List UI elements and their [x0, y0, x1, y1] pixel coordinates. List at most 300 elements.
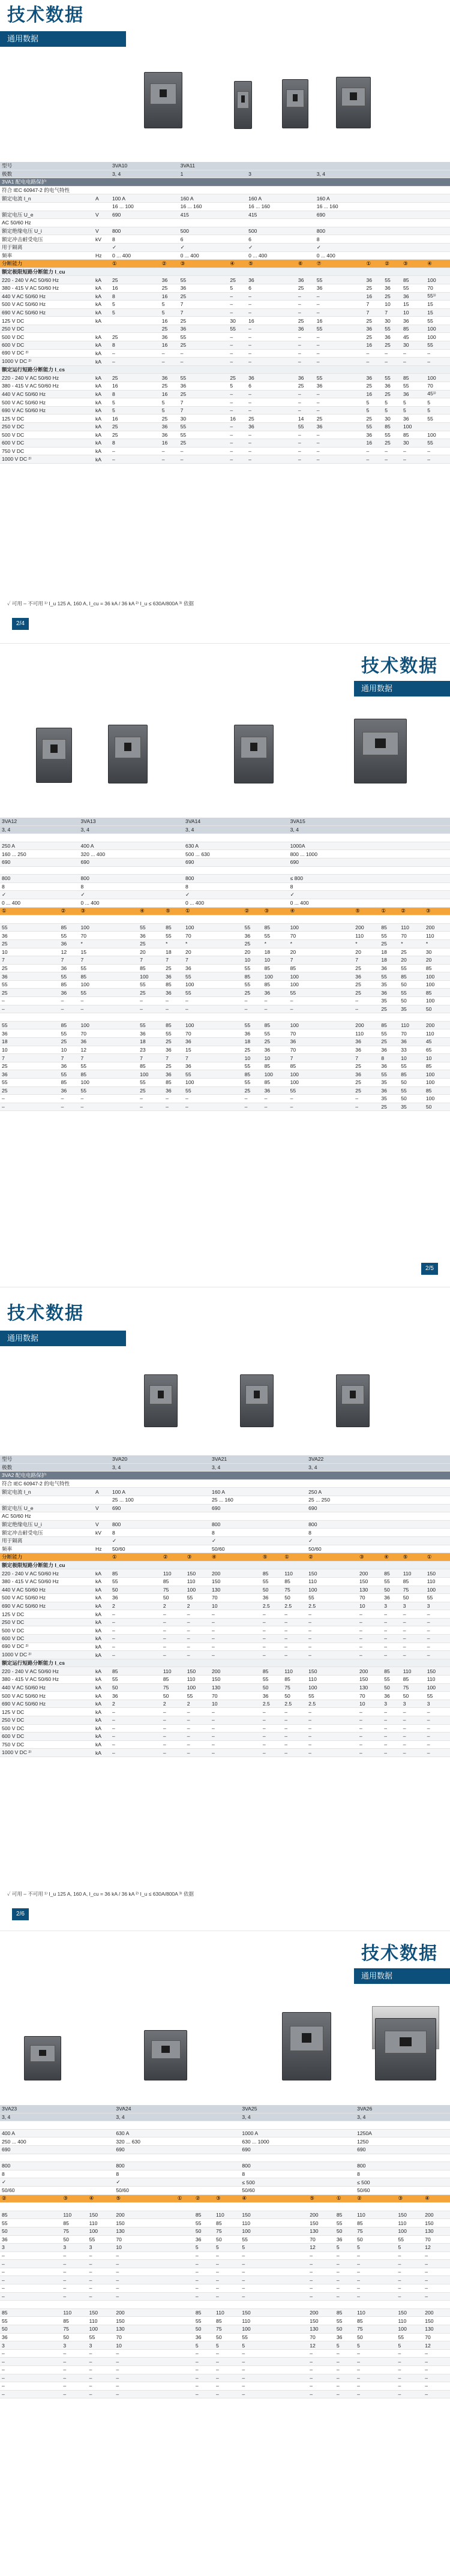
table-cell: – — [355, 2349, 396, 2358]
table-cell: 10 — [243, 956, 263, 965]
table-cell: 16 — [110, 415, 160, 423]
table-cell: 2.5 — [283, 1700, 307, 1708]
table-cell: 85 — [110, 1667, 161, 1676]
table-cell — [399, 818, 424, 825]
table-cell — [138, 858, 164, 866]
table-cell: 55 — [194, 2317, 214, 2325]
table-cell: – — [247, 301, 296, 309]
table-cell: – — [355, 2268, 396, 2276]
table-cell: ③ — [79, 907, 139, 915]
table-cell: – — [88, 2268, 115, 2276]
table-cell: – — [401, 1635, 425, 1643]
table-row — [0, 1724, 450, 1733]
table-row — [0, 1038, 450, 1046]
table-cell: 55 — [243, 964, 263, 972]
table-cell — [263, 891, 289, 899]
table-cell — [138, 915, 164, 924]
table-cell: – — [0, 2284, 61, 2293]
table-cell: 16 — [364, 390, 383, 398]
table-cell: – — [228, 292, 247, 301]
table-row — [0, 2154, 450, 2162]
table-row — [0, 972, 450, 981]
table-cell: 36 — [110, 1692, 161, 1700]
table-cell: – — [243, 1005, 263, 1013]
table-cell: – — [283, 1716, 307, 1725]
table-cell — [247, 186, 296, 194]
table-cell — [176, 2129, 194, 2137]
table-cell: 25 — [110, 431, 160, 439]
table-cell: – — [185, 1740, 210, 1749]
table-cell — [185, 1496, 210, 1504]
table-row — [0, 243, 450, 251]
table-cell: – — [228, 406, 247, 415]
table-cell — [88, 2145, 115, 2154]
table-cell: – — [194, 2390, 214, 2398]
table-cell — [176, 2260, 194, 2268]
table-cell: 55 — [335, 2219, 355, 2227]
table-cell — [161, 1561, 185, 1569]
table-cell: 85 — [335, 2211, 355, 2219]
table-cell: 50 — [214, 2333, 240, 2341]
table-cell: – — [358, 1740, 382, 1749]
table-cell: kA — [94, 1602, 110, 1610]
table-cell: – — [355, 2292, 396, 2301]
table-cell — [94, 219, 110, 227]
table-cell — [79, 834, 139, 842]
table-cell: 16 — [228, 415, 247, 423]
table-cell — [114, 2121, 175, 2130]
table-cell: 36 — [401, 317, 425, 325]
table-cell: 36 — [59, 964, 79, 972]
table-cell — [425, 423, 450, 431]
catalog-page-p4 — [0, 0, 450, 644]
table-cell — [263, 882, 289, 891]
table-cell — [61, 2162, 87, 2170]
table-cell: 3VA14 — [184, 818, 243, 825]
table-cell — [379, 834, 399, 842]
table-cell — [176, 2341, 194, 2350]
table-cell — [283, 1496, 307, 1504]
table-cell: – — [79, 1103, 139, 1111]
table-row — [0, 194, 450, 203]
table-cell — [114, 2203, 175, 2211]
table-cell: – — [114, 2260, 175, 2268]
table-cell — [261, 1455, 283, 1463]
table-cell: 25 — [315, 415, 365, 423]
table-cell — [61, 2105, 87, 2113]
table-cell: 25 — [160, 325, 179, 333]
table-cell: – — [296, 455, 315, 464]
table-cell — [335, 2203, 355, 2211]
table-cell: 25 — [399, 948, 424, 956]
table-cell: kA — [94, 1569, 110, 1578]
table-cell: 36 — [315, 284, 365, 292]
table-cell: – — [308, 2251, 335, 2260]
table-cell: 150 — [308, 2219, 335, 2227]
table-cell — [399, 858, 424, 866]
table-cell — [228, 235, 247, 244]
table-cell — [315, 219, 365, 227]
section-band: 通用数据 — [354, 681, 450, 696]
table-cell: 110 — [283, 1667, 307, 1676]
table-cell: 70 — [425, 382, 450, 391]
table-cell: 36 — [184, 964, 243, 972]
table-cell — [424, 818, 450, 825]
table-cell — [228, 365, 247, 374]
table-cell — [160, 227, 179, 235]
table-cell: 36 — [315, 423, 365, 431]
table-cell — [358, 1488, 382, 1496]
table-row — [0, 1716, 450, 1725]
table-cell: * — [184, 939, 243, 948]
table-cell — [358, 1520, 382, 1529]
table-cell: * — [79, 939, 139, 948]
table-cell: 12 — [423, 2341, 450, 2350]
table-cell — [399, 842, 424, 850]
table-cell: 5 — [214, 2341, 240, 2350]
table-cell: 320 ... 400 — [79, 850, 139, 858]
table-cell: 690 V DC ²⁾ — [0, 349, 94, 358]
table-cell: – — [194, 2268, 214, 2276]
table-cell — [425, 268, 450, 276]
table-cell — [399, 875, 424, 883]
table-cell: 20 — [424, 956, 450, 965]
table-cell: 5 — [401, 406, 425, 415]
table-cell: 25 — [364, 333, 383, 341]
table-cell — [0, 866, 59, 875]
table-cell: ⑥ — [296, 260, 315, 268]
table-cell — [315, 162, 365, 170]
table-cell: 15 — [79, 948, 139, 956]
table-cell: – — [308, 2276, 335, 2284]
table-cell: 6 — [247, 284, 296, 292]
table-cell: 70 — [423, 2235, 450, 2244]
table-cell: 100 — [424, 1095, 450, 1103]
table-cell: 800 — [0, 2162, 61, 2170]
table-cell: 55 — [399, 989, 424, 997]
table-cell: 25 — [247, 415, 296, 423]
table-cell — [184, 915, 243, 924]
table-cell: 50/60 — [210, 1545, 261, 1553]
table-cell: – — [358, 1724, 382, 1733]
table-cell: – — [228, 349, 247, 358]
table-cell — [425, 243, 450, 251]
table-row — [0, 1740, 450, 1749]
table-cell: kA — [94, 333, 110, 341]
table-cell: 400 A — [0, 2129, 61, 2137]
table-cell: – — [161, 1724, 185, 1733]
table-cell — [179, 219, 229, 227]
table-row — [0, 1095, 450, 1103]
table-cell: 85 — [59, 1021, 79, 1029]
table-cell: ④ — [88, 2194, 115, 2203]
table-cell: 75 — [214, 2227, 240, 2235]
table-cell: – — [423, 2390, 450, 2398]
page-number: 2/6 — [12, 1908, 29, 1920]
table-cell: – — [240, 2268, 308, 2276]
table-cell — [88, 2137, 115, 2146]
table-cell: – — [228, 333, 247, 341]
table-cell: – — [110, 1618, 161, 1626]
table-cell — [289, 866, 354, 875]
table-cell: kA — [94, 1635, 110, 1643]
table-cell: 110 — [424, 1029, 450, 1038]
table-cell: – — [243, 1103, 263, 1111]
table-cell: – — [61, 2284, 87, 2293]
table-row — [0, 1455, 450, 1463]
table-cell: – — [401, 1724, 425, 1733]
table-cell: 380 - 415 V AC 50/60 Hz — [0, 284, 94, 292]
table-cell: 220 - 240 V AC 50/60 Hz — [0, 1667, 94, 1676]
table-cell: 55 — [240, 2333, 308, 2341]
table-cell: 110 — [399, 1021, 424, 1029]
table-cell: – — [61, 2260, 87, 2268]
table-cell: 250 V DC — [0, 1618, 94, 1626]
table-cell — [114, 2301, 175, 2309]
table-cell: 36 — [401, 390, 425, 398]
table-cell — [261, 1529, 283, 1537]
table-cell — [383, 235, 401, 244]
table-cell — [88, 2105, 115, 2113]
table-cell: 3 — [425, 1700, 450, 1708]
table-row — [0, 374, 450, 382]
table-cell: 160 A — [210, 1488, 261, 1496]
table-cell: 2.5 — [261, 1602, 283, 1610]
table-cell: 125 V DC — [0, 317, 94, 325]
table-cell: 36 — [401, 292, 425, 301]
table-cell — [110, 1659, 161, 1667]
table-cell — [379, 850, 399, 858]
table-cell — [161, 1463, 185, 1472]
table-cell: 800 — [210, 1520, 261, 1529]
table-cell: 100 — [138, 1070, 164, 1079]
table-cell — [176, 2358, 194, 2366]
table-cell — [228, 202, 247, 211]
table-row — [0, 1692, 450, 1700]
table-cell: – — [335, 2382, 355, 2391]
table-cell: 55 — [179, 423, 229, 431]
table-cell: ③ — [214, 2194, 240, 2203]
table-cell — [382, 1536, 401, 1545]
table-cell: – — [0, 2374, 61, 2382]
table-cell: 110 — [214, 2308, 240, 2317]
table-cell: – — [161, 1635, 185, 1643]
table-cell: * — [353, 939, 379, 948]
table-cell — [94, 325, 110, 333]
table-cell — [176, 2203, 194, 2211]
table-cell: – — [355, 2390, 396, 2398]
table-cell: 5 — [194, 2244, 214, 2252]
table-cell: – — [308, 2390, 335, 2398]
table-cell: 25 — [138, 1086, 164, 1095]
table-cell: 7 — [59, 1054, 79, 1062]
table-cell: – — [110, 358, 160, 366]
table-cell — [214, 2186, 240, 2194]
table-cell: 85 — [194, 2308, 214, 2317]
table-cell: – — [355, 2260, 396, 2268]
table-cell — [261, 1496, 283, 1504]
table-cell — [247, 268, 296, 276]
table-cell: 3VA24 — [114, 2105, 175, 2113]
table-cell: 极数 — [0, 1463, 94, 1472]
table-cell: 30 — [401, 439, 425, 448]
table-cell: 30 — [424, 948, 450, 956]
table-cell: 50 — [0, 2227, 61, 2235]
table-row — [0, 390, 450, 398]
table-cell: * — [289, 939, 354, 948]
table-cell: 690 V DC ²⁾ — [0, 1643, 94, 1651]
table-cell: 7 — [289, 1054, 354, 1062]
table-row — [0, 423, 450, 431]
table-cell: 额定电压 U_e — [0, 1504, 94, 1512]
table-cell: – — [79, 1005, 139, 1013]
table-cell — [401, 227, 425, 235]
table-cell — [161, 1545, 185, 1553]
table-cell — [399, 899, 424, 907]
table-cell: 150 — [307, 1569, 358, 1578]
product-images — [0, 1362, 450, 1452]
table-cell — [383, 268, 401, 276]
table-cell: 分断能力 — [0, 260, 94, 268]
table-cell: – — [283, 1708, 307, 1716]
table-cell: 36 — [296, 276, 315, 284]
table-cell: 200 — [210, 1569, 261, 1578]
table-cell — [247, 162, 296, 170]
table-cell — [214, 2121, 240, 2130]
table-cell: 130 — [114, 2227, 175, 2235]
table-row — [0, 939, 450, 948]
table-cell — [164, 818, 184, 825]
table-cell: ✓ — [210, 1536, 261, 1545]
table-row — [0, 1512, 450, 1521]
table-cell: 7 — [79, 956, 139, 965]
table-cell: – — [161, 1626, 185, 1635]
table-cell: 36 — [0, 1070, 59, 1079]
table-cell: 1250 — [355, 2137, 396, 2146]
table-cell — [401, 1561, 425, 1569]
table-row — [0, 2145, 450, 2154]
table-row — [0, 235, 450, 244]
table-cell — [401, 1463, 425, 1472]
table-cell: 36 — [0, 972, 59, 981]
table-row — [0, 1618, 450, 1626]
table-cell — [423, 2129, 450, 2137]
table-cell — [176, 2186, 194, 2194]
table-cell — [243, 915, 263, 924]
table-cell: 70 — [308, 2235, 335, 2244]
table-cell: – — [364, 358, 383, 366]
table-cell: 50 — [110, 1586, 161, 1594]
table-cell: ① — [379, 907, 399, 915]
table-cell: – — [164, 1095, 184, 1103]
table-cell: 100 — [289, 972, 354, 981]
table-cell — [194, 2129, 214, 2137]
table-cell — [308, 2129, 335, 2137]
table-cell: – — [401, 358, 425, 366]
table-cell: – — [364, 349, 383, 358]
table-cell: 690 — [184, 858, 243, 866]
table-cell: 85 — [79, 972, 139, 981]
table-cell: 8 — [110, 235, 160, 244]
table-cell: 25 — [179, 292, 229, 301]
table-cell: AC 50/60 Hz — [0, 219, 94, 227]
table-row — [0, 948, 450, 956]
table-cell: – — [315, 398, 365, 407]
table-cell: 型号 — [0, 162, 94, 170]
table-cell: – — [185, 1643, 210, 1651]
table-cell: – — [214, 2366, 240, 2374]
table-cell: – — [210, 1749, 261, 1757]
table-cell: kA — [94, 1577, 110, 1586]
table-cell: ✓ — [110, 243, 160, 251]
table-cell: – — [425, 358, 450, 366]
table-cell: 690 — [0, 2145, 61, 2154]
table-cell: 130 — [114, 2325, 175, 2334]
table-row — [0, 2366, 450, 2374]
table-cell — [0, 2203, 61, 2211]
table-cell: 10 — [114, 2244, 175, 2252]
table-cell — [399, 1013, 424, 1022]
table-cell: – — [261, 1733, 283, 1741]
table-row — [0, 227, 450, 235]
table-cell: – — [184, 1095, 243, 1103]
product-image-3va24 — [144, 2030, 187, 2080]
table-cell — [88, 2154, 115, 2162]
table-cell: – — [335, 2268, 355, 2276]
table-cell: – — [194, 2358, 214, 2366]
table-cell: 36 — [383, 284, 401, 292]
table-cell: – — [296, 301, 315, 309]
table-cell — [382, 1659, 401, 1667]
table-cell — [243, 825, 263, 834]
table-cell: – — [0, 1103, 59, 1111]
table-cell — [296, 251, 315, 260]
table-cell: ④ — [240, 2194, 308, 2203]
table-cell: 8 — [110, 439, 160, 448]
table-cell: 50 — [401, 1594, 425, 1602]
table-cell — [383, 251, 401, 260]
table-cell: 100 — [184, 1079, 243, 1087]
table-cell — [138, 875, 164, 883]
table-cell: kA — [94, 1651, 110, 1659]
table-cell: 50 — [161, 1594, 185, 1602]
table-cell: 250 ... 400 — [0, 2137, 61, 2146]
table-cell: – — [61, 2268, 87, 2276]
table-cell — [307, 1561, 358, 1569]
table-cell: 额定极限短路分断能力 I_cu — [0, 1561, 94, 1569]
table-cell: – — [308, 2292, 335, 2301]
table-cell: 5 — [383, 398, 401, 407]
table-cell: 500 V AC 50/60 Hz — [0, 1692, 94, 1700]
table-cell — [194, 2137, 214, 2146]
table-cell: 110 — [355, 2211, 396, 2219]
table-cell — [308, 2137, 335, 2146]
table-cell: 8 — [240, 2170, 308, 2178]
table-cell: kA — [94, 276, 110, 284]
table-cell: 100 — [185, 1586, 210, 1594]
table-cell: 8 — [210, 1529, 261, 1537]
table-cell: ① — [335, 2194, 355, 2203]
table-cell: 3, 4 — [79, 825, 139, 834]
table-cell — [364, 219, 383, 227]
table-row — [0, 2292, 450, 2301]
table-cell: 500 ... 630 — [184, 850, 243, 858]
table-cell — [401, 202, 425, 211]
table-cell: 35 — [379, 1079, 399, 1087]
table-cell: 415 — [247, 211, 296, 219]
table-cell — [94, 1536, 110, 1545]
table-cell: – — [110, 1643, 161, 1651]
